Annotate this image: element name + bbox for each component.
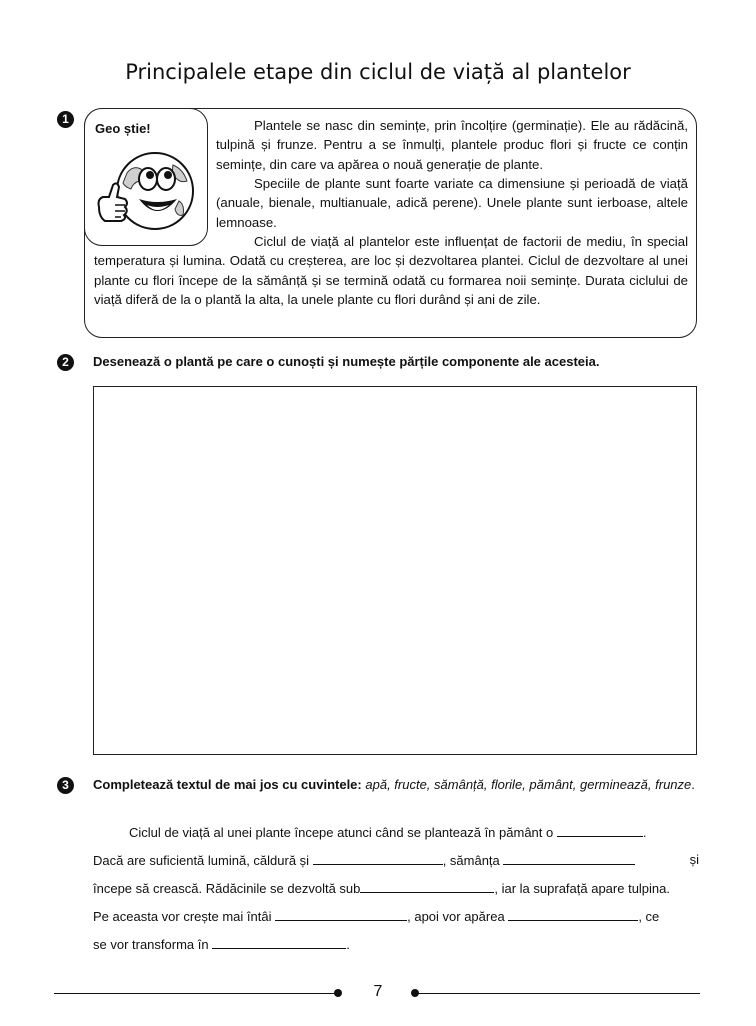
blank-6[interactable] [508, 908, 638, 921]
geo-badge-label: Geo știe! [95, 121, 151, 136]
fill-line-3 [93, 880, 699, 896]
blank-7[interactable] [212, 936, 346, 949]
drawing-area[interactable] [93, 386, 697, 755]
globe-mascot-icon [93, 143, 201, 239]
section-number-1: 1 [57, 111, 74, 128]
info-paragraph-2: Speciile de plante sunt foarte variate ca dimensiune și perioadă de viață (anuale, bienale, multianuale, adică perene). Unele plante sunt ierboase, altele lemnoase. [216, 176, 688, 230]
fill-line-2-text-a: Dacă are suficientă lumină, căldură și [93, 853, 310, 868]
blank-4[interactable] [360, 880, 494, 893]
section-number-2: 2 [57, 354, 74, 371]
fill-line-2-text-c: și [689, 852, 699, 867]
blank-1[interactable] [557, 824, 643, 837]
page-title: Principalele etape din ciclul de viață al plantelor [125, 60, 631, 84]
fill-line-5-text-b: . [346, 937, 350, 952]
fill-in-instruction [93, 774, 699, 795]
info-paragraph-3 [94, 232, 688, 310]
footer-rule-left [54, 993, 337, 994]
blank-2[interactable] [313, 852, 443, 865]
fill-line-1-text: Ciclul de viață al unei plante începe atunci când se plantează în pământ o [129, 825, 554, 840]
fill-line-2-text-b: , sămânța [442, 853, 500, 868]
footer-rule-right [416, 993, 700, 994]
fill-line-5 [93, 936, 699, 952]
blank-5[interactable] [275, 908, 407, 921]
geo-badge-box [84, 108, 208, 246]
fill-line-4-text-a: Pe aceasta vor crește mai întâi [93, 909, 272, 924]
fill-in-word-list: apă, fructe, sămânță, florile, pământ, germinează, frunze [365, 777, 692, 792]
fill-line-4-text-c: , ce [638, 909, 660, 924]
drawing-instruction: Desenează o plantă pe care o cunoști și numește părțile componente ale acesteia. [93, 354, 600, 369]
info-paragraph-1: Plantele se nasc din semințe, prin încolțire (germinație). Ele au rădăcină, tulpină și frunze. Pentru a se înmulți, plantele produc flori și fructe ce conțin semințe, din care va apărea o nouă generație de plante. [216, 118, 688, 172]
page-number: 7 [373, 983, 383, 1000]
fill-line-5-text-a: se vor transforma în [93, 937, 209, 952]
footer-dot-left [334, 989, 342, 997]
fill-in-instruction-suffix: . [691, 777, 695, 792]
fill-line-1: Ciclul de viață al unei plante începe atunci când se plantează în pământ o . [129, 825, 647, 840]
fill-line-3-text-b: , iar la suprafață apare tulpina. [494, 881, 670, 896]
blank-3[interactable] [503, 852, 635, 865]
fill-line-4 [93, 908, 699, 924]
fill-line-3-text-a: începe să crească. Rădăcinile se dezvoltă sub [93, 881, 361, 896]
info-paragraph-3-text: Ciclul de viață al plantelor este influențat de factorii de mediu, în special temperatura și lumina. Odată cu creșterea, are loc și dezvoltarea plantei. Ciclul de dezvoltare al unei plante cu flori începe de la sămânță și se termină odată cu formarea noii semințe. Durata ciclului de viață diferă de la o plantă la alta, la unele plante cu flori durând și ani de zile. [94, 234, 688, 308]
fill-in-instruction-prefix: Completează textul de mai jos cu cuvintele: [93, 777, 362, 792]
section-number-3: 3 [57, 777, 74, 794]
fill-line-2 [93, 852, 699, 868]
fill-line-4-text-b: , apoi vor apărea [407, 909, 505, 924]
